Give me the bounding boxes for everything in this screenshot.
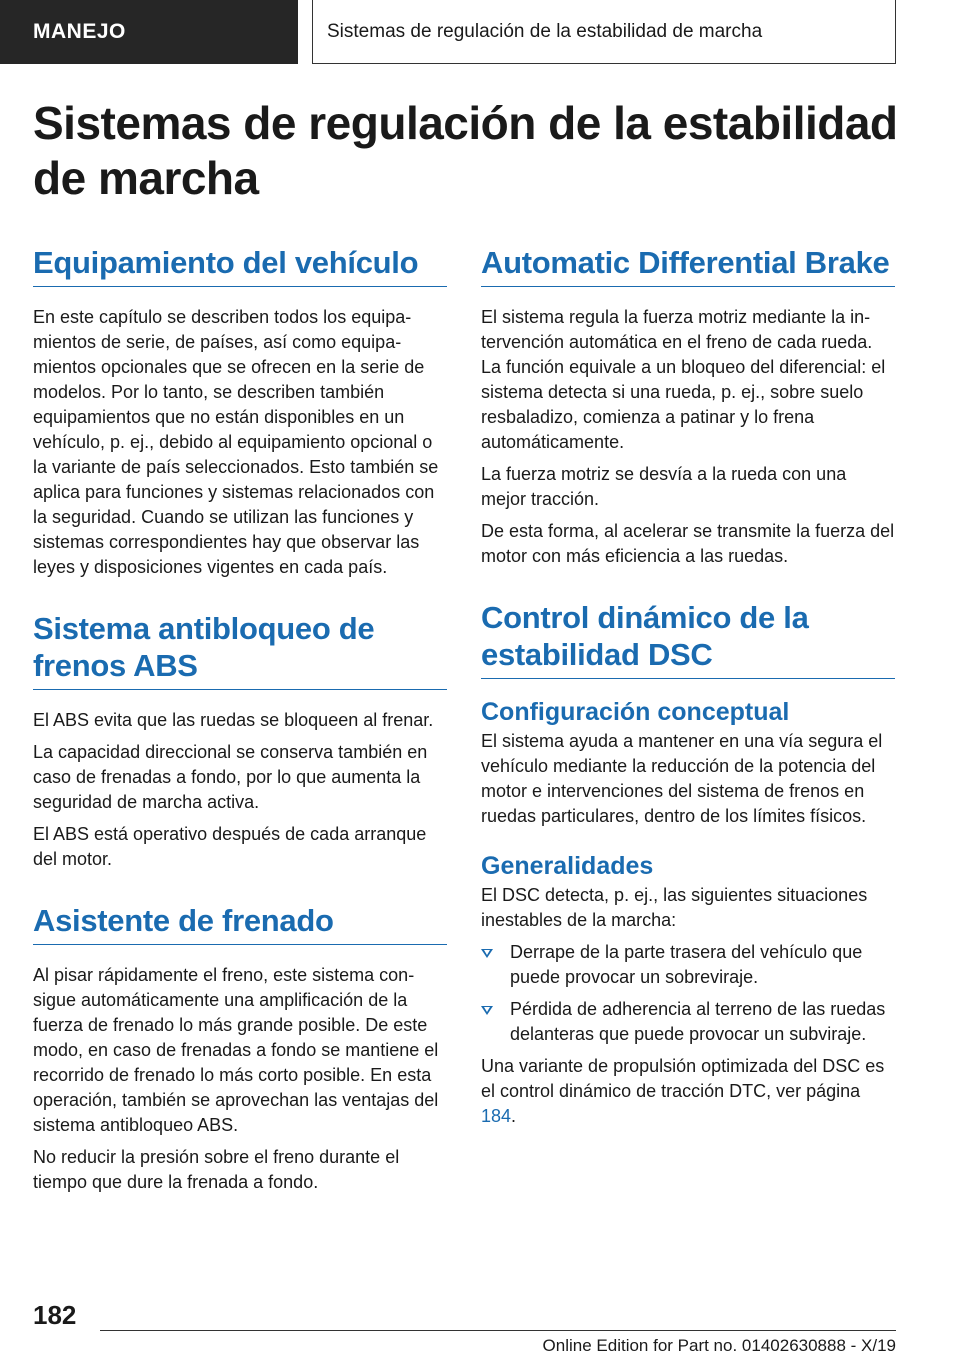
heading-frenado: Asistente de frenado — [33, 902, 447, 945]
footer-edition: Online Edition for Part no. 01402630888 - X/19 — [542, 1336, 896, 1355]
closing-text: Una variante de propulsión optimizada del DSC es el control dinámico de tracción DTC, ver página — [481, 1056, 885, 1101]
heading-generalidades: Generalidades — [481, 852, 654, 880]
section-frenado — [33, 902, 447, 1195]
paragraph-generalidades-closing — [481, 1054, 895, 1129]
list-item-text: Derrape de la parte trasera del vehículo que puede provocar un sobreviraje. — [510, 942, 863, 987]
header-chapter-label: Sistemas de regulación de la estabilidad de marcha — [327, 20, 763, 42]
list-item-text: Pérdida de adherencia al terreno de las ruedas delanteras que puede provocar un subviraje. — [510, 999, 886, 1044]
page-reference-link[interactable]: 184 — [481, 1106, 512, 1126]
paragraph-adb-2: La fuerza motriz se desvía a la rueda con una mejor tracción. — [481, 464, 847, 509]
paragraph-abs-3: El ABS está operativo después de cada arranque del motor. — [33, 824, 427, 869]
paragraph-adb-1: El sistema regula la fuerza motriz mediante la intervención automática en el freno de cada rueda. La función equivale a un bloqueo del diferencial: el sistema detecta si una rueda, p. ej., sobre suelo resbaladizo, comienza a patinar y lo frena automáticamente. — [481, 307, 886, 452]
paragraph-generalidades-intro: El DSC detecta, p. ej., las siguientes situaciones inestables de la marcha: — [481, 885, 868, 930]
heading-dsc: Control dinámico de la estabilidad DSC — [481, 599, 895, 679]
triangle-bullet-icon — [481, 1006, 493, 1015]
paragraph-config: El sistema ayuda a mantener en una vía segura el vehículo mediante la reducción de la potencia del motor e intervenciones del sistema de frenos en ruedas particulares, dentro de los límites físicos. — [481, 731, 883, 826]
section-abs — [33, 610, 447, 872]
header-chapter-box — [312, 0, 896, 64]
section-dsc — [481, 599, 895, 1129]
page-title: Sistemas de regulación de la estabilidad de marcha — [33, 97, 898, 204]
list-item — [481, 940, 895, 990]
paragraph-adb-3: De esta forma, al acelerar se transmite la fuerza del motor con más eficiencia a las ruedas. — [481, 521, 895, 566]
paragraph-abs-1: El ABS evita que las ruedas se bloqueen al frenar. — [33, 710, 434, 730]
header-section-label: MANEJO — [33, 20, 126, 43]
subsection-config — [481, 697, 895, 829]
subsection-generalidades — [481, 851, 895, 1129]
footer-divider — [100, 1330, 896, 1331]
situations-list — [481, 940, 895, 1047]
list-item — [481, 997, 895, 1047]
closing-end: . — [511, 1106, 517, 1126]
section-adb — [481, 244, 895, 569]
page-number: 182 — [33, 1300, 77, 1330]
left-column — [33, 244, 447, 1225]
paragraph-frenado-1: Al pisar rápidamente el freno, este sistema consigue automáticamente una amplificación de la fuerza de frenado lo más grande posible. De este modo, en caso de frenadas a fondo se mantiene el recorrido de frenado lo más corto posible. En esta operación, también se aprovechan las ventajas del sistema antibloqueo ABS. — [33, 965, 439, 1135]
paragraph-equipamiento: En este capítulo se describen todos los equipamientos de serie, de países, así como equipamientos opcionales que se ofrecen en la serie de modelos. Por lo tanto, se describen también equipamientos que no están disponibles en un vehículo, p. ej., debido al equipamiento opcional o la variante de país seleccionados. Esto también se aplica para funciones y sistemas relacionados con la seguridad. Cuando se utilizan las funciones y sistemas correspondientes hay que observar las leyes y disposiciones vigentes en cada país. — [33, 307, 439, 577]
heading-config: Configuración conceptual — [481, 698, 790, 726]
section-equipamiento — [33, 244, 447, 580]
paragraph-frenado-2: No reducir la presión sobre el freno durante el tiempo que dure la frenada a fondo. — [33, 1147, 400, 1192]
heading-adb: Automatic Differential Brake — [481, 244, 895, 287]
heading-equipamiento: Equipamiento del vehículo — [33, 244, 447, 287]
header-section-tab — [0, 0, 298, 64]
paragraph-abs-2: La capacidad direccional se conserva también en caso de frenadas a fondo, por lo que aumenta la seguridad de marcha activa. — [33, 742, 428, 812]
heading-abs: Sistema antibloqueo de frenos ABS — [33, 610, 447, 690]
right-column — [481, 244, 895, 1159]
triangle-bullet-icon — [481, 949, 493, 958]
